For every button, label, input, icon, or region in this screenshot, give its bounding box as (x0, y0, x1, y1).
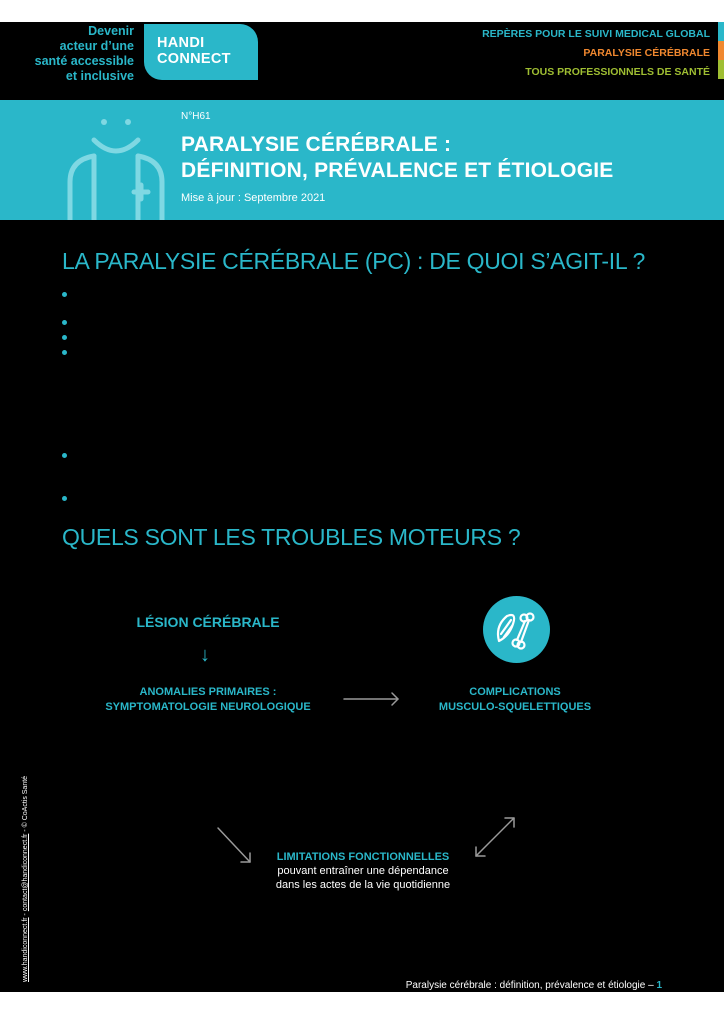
header-link-paralysie[interactable]: PARALYSIE CÉRÉBRALE (583, 47, 710, 59)
tagline-line: Devenir (88, 24, 134, 38)
arrow-bidirectional-icon (476, 818, 514, 856)
header-link-suivi[interactable]: REPÈRES POUR LE SUIVI MEDICAL GLOBAL (482, 28, 710, 40)
document-number: N°H61 (181, 111, 211, 122)
diagram-lesion-label: LÉSION CÉRÉBRALE (136, 614, 280, 630)
header-link-professionnels[interactable]: TOUS PROFESSIONNELS DE SANTÉ (525, 66, 710, 78)
copyright: - © CoActis Santé (22, 775, 29, 834)
complications-line: MUSCULO-SQUELETTIQUES (438, 701, 592, 713)
tagline-line: et inclusive (65, 69, 134, 83)
primary-line: SYMPTOMATOLOGIE NEUROLOGIQUE (105, 701, 311, 713)
title-line: PARALYSIE CÉRÉBRALE : (181, 133, 452, 156)
arrow-diagonal-icon (218, 828, 250, 862)
side-credits (22, 722, 29, 982)
email-link[interactable]: contact@handiconnect.fr (22, 833, 29, 912)
diagram-limitations (258, 850, 468, 892)
section-heading-motor-disorders: QUELS SONT LES TROUBLES MOTEURS ? (62, 524, 521, 550)
limitations-line: pouvant entraîner une dépendance (277, 865, 449, 877)
limitations-title: LIMITATIONS FONCTIONNELLES (276, 851, 450, 863)
limitations-line: dans les actes de la vie quotidienne (275, 879, 451, 891)
title-line: DÉFINITION, PRÉVALENCE ET ÉTIOLOGIE (181, 159, 614, 182)
website-link[interactable]: www.handiconnect.fr (22, 917, 29, 982)
tagline-line: santé accessible (34, 54, 134, 68)
diagram-arrows (0, 22, 724, 992)
page-number: 1 (656, 980, 662, 991)
logo-line: CONNECT (157, 51, 231, 67)
primary-line: ANOMALIES PRIMAIRES : (139, 686, 277, 698)
limitations-description (258, 864, 468, 892)
section-heading-definition: LA PARALYSIE CÉRÉBRALE (PC) : DE QUOI S’AGIT-IL ? (62, 248, 646, 274)
complications-line: COMPLICATIONS (469, 686, 561, 698)
side-separator: - (22, 911, 29, 918)
logo-line: HANDI (157, 35, 205, 51)
footer-text: Paralysie cérébrale : définition, prévalence et étiologie – (405, 980, 657, 991)
update-date: Mise à jour : Septembre 2021 (181, 192, 326, 204)
arrow-down-icon: ↓ (200, 644, 210, 666)
page-footer (406, 980, 662, 991)
tagline-line: acteur d’une (59, 39, 134, 53)
document-page (0, 22, 724, 992)
